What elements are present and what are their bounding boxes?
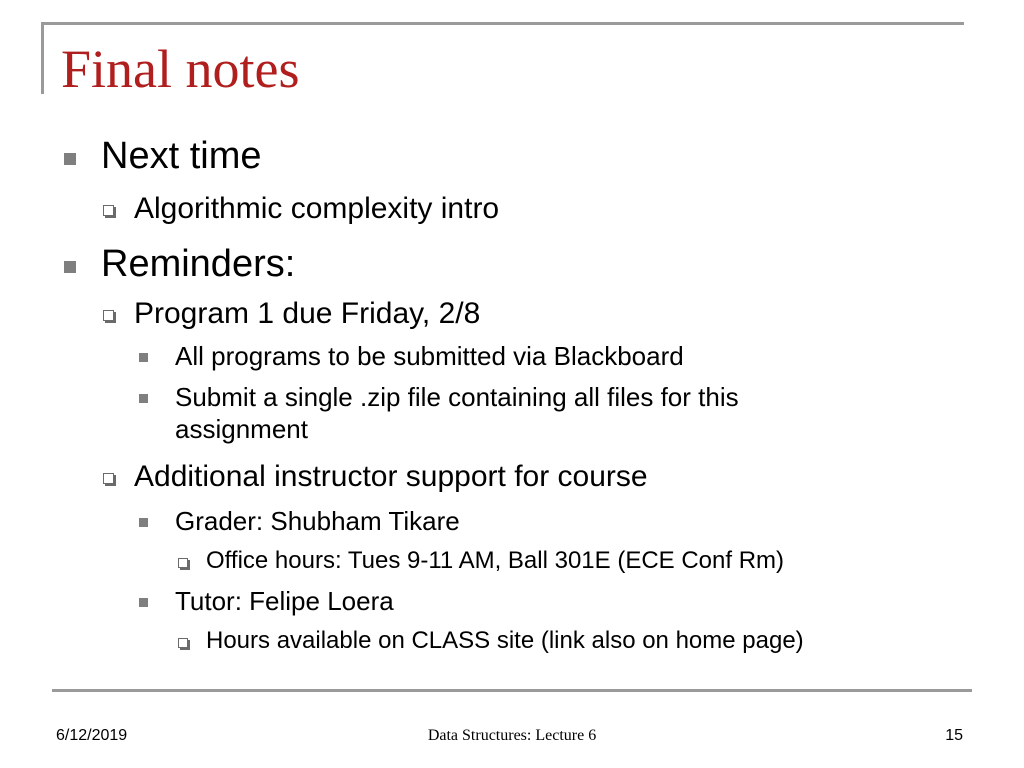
box-bullet-icon (178, 638, 188, 648)
footer-lecture-title: Data Structures: Lecture 6 (427, 727, 597, 744)
box-bullet-icon (178, 558, 188, 568)
box-bullet-icon (103, 310, 114, 321)
bullet-grader (139, 506, 460, 538)
square-bullet-icon (139, 518, 148, 527)
bullet-tutor (139, 586, 394, 618)
bullet-office-hours (178, 547, 784, 576)
bullet-text: Tutor: Felipe Loera (175, 586, 394, 616)
bullet-next-time (64, 135, 261, 179)
box-bullet-icon (103, 473, 114, 484)
bullet-text: Algorithmic complexity intro (134, 192, 500, 225)
square-bullet-icon (64, 153, 76, 165)
square-bullet-icon (139, 353, 148, 362)
bullet-algorithmic (103, 192, 499, 227)
slide-title: Final notes (61, 39, 300, 99)
bullet-text: Hours available on CLASS site (link also on home page) (206, 627, 804, 654)
bullet-hours-available (178, 627, 804, 656)
bullet-text: Additional instructor support for course (134, 460, 648, 493)
bullet-program1 (103, 297, 480, 332)
bullet-text: All programs to be submitted via Blackboard (175, 341, 684, 371)
frame-bottom-line (52, 689, 972, 692)
bullet-text: Office hours: Tues 9-11 AM, Ball 301E (ECE Conf Rm) (206, 547, 785, 574)
bullet-additional (103, 460, 648, 495)
bullet-reminders (64, 243, 295, 287)
footer-page-number: 15 (945, 727, 963, 744)
bullet-text: Reminders: (101, 243, 296, 285)
box-bullet-icon (103, 205, 114, 216)
bullet-submit-zip (139, 382, 869, 445)
bullet-text: Next time (101, 135, 262, 177)
bullet-all-programs (139, 341, 684, 373)
square-bullet-icon (139, 394, 148, 403)
footer-date: 6/12/2019 (56, 727, 128, 744)
bullet-text: Program 1 due Friday, 2/8 (134, 297, 481, 330)
bullet-text: Submit a single .zip file containing all files for this assignment (175, 382, 739, 444)
square-bullet-icon (139, 598, 148, 607)
bullet-text: Grader: Shubham Tikare (175, 506, 460, 536)
square-bullet-icon (64, 261, 76, 273)
